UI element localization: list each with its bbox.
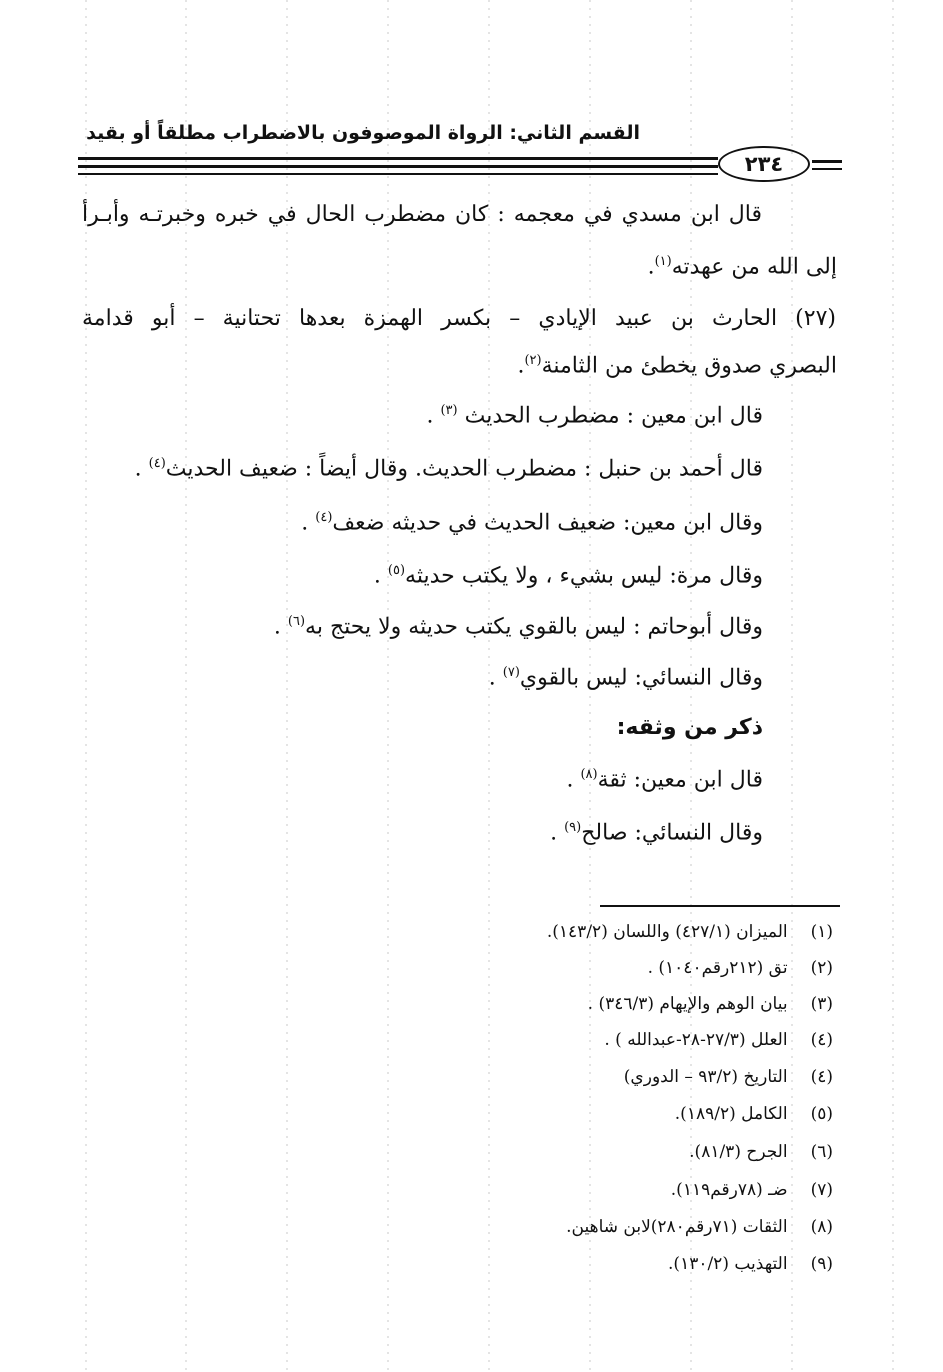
body-line: وقال النسائي: صالح$^{(٩)}$ . [550, 820, 763, 846]
footnote-item: (٥) الكامل (١٨٩/٢). [674, 1104, 833, 1124]
footnote-item: (٦) الجرح (٨١/٣). [689, 1142, 833, 1162]
header-rule [78, 173, 718, 175]
footnote-item: (١) الميزان (٤٢٧/١) واللسان (١٤٣/٢). [546, 922, 833, 942]
footnote-item: (٣) بيان الوهم والإيهام (٣٤٦/٣) . [587, 994, 833, 1014]
footnote-ref: (٦) [287, 614, 306, 629]
footnote-ref: (١) [654, 254, 672, 269]
header-rule [78, 165, 718, 168]
footnote-item: (٤) العلل (٢٧/٣-٢٨-عبدالله ) . [604, 1030, 833, 1050]
body-line: وقال النسائي: ليس بالقوي$^{(٧)}$ . [488, 665, 763, 691]
footnote-ref: (٥) [387, 563, 406, 578]
footnote-item: (٧) ضـ (٧٨رقم١١٩). [670, 1180, 833, 1200]
footnote-item: (٤) التاريخ (٩٣/٢ – الدوري) [623, 1067, 833, 1087]
body-line: وقال ابن معين: ضعيف الحديث في حديثه ضعف$^{(٤)}$ . [301, 510, 763, 536]
header-rule [812, 160, 842, 163]
body-line: وقال أبوحاتم : ليس بالقوي يكتب حديثه ولا يحتج به$^{(٦)}$ . [273, 614, 763, 640]
footnote-ref: (٨) [580, 767, 598, 782]
footnote-separator [600, 905, 840, 907]
running-header-title: القسم الثاني: الرواة الموصوفون بالاضطراب مطلقاً أو بقيد [86, 122, 640, 144]
header-rule [78, 157, 718, 160]
footnote-ref: (٤) [148, 456, 166, 471]
footnote-item: (٩) التهذيب (١٣٠/٢). [668, 1254, 833, 1274]
footnote-ref: (٩) [564, 820, 582, 835]
footnote-ref: (٣) [440, 403, 458, 418]
section-subheading: ذكر من وثقه: [616, 715, 763, 740]
body-line: قال ابن معين : مضطرب الحديث $^{(٣)}$ . [426, 403, 763, 429]
body-line: البصري صدوق يخطئ من الثامنة$^{(٢)}$. [517, 353, 837, 379]
header-rule [812, 168, 842, 170]
footnote-ref: (٧) [502, 665, 520, 680]
body-line: إلى الله من عهدته$^{(١)}$. [647, 254, 837, 280]
entry-heading-line: (٢٧) الحارث بن عبيد الإيادي – بكسر الهمزة بعدها تحتانية – أبو قدامة [82, 306, 836, 331]
body-line: وقال مرة: ليس بشيء ، ولا يكتب حديثه$^{(٥)}$ . [373, 563, 763, 589]
body-line: قال أحمد بن حنبل : مضطرب الحديث. وقال أيضاً : ضعيف الحديث$^{(٤)}$ . [134, 456, 763, 482]
body-line: قال ابن معين: ثقة$^{(٨)}$ . [566, 767, 763, 793]
footnote-item: (٢) تق (٢١٢رقم١٠٤٠) . [647, 958, 833, 978]
footnote-ref: (٤) [315, 510, 333, 525]
footnote-item: (٨) الثقات (٧١رقم٢٨٠)لابن شاهين. [566, 1217, 833, 1237]
footnote-ref: (٢) [524, 353, 542, 368]
body-line: قال ابن مسدي في معجمه : كان مضطرب الحال في خبره وخبرتـه وأبـرأ [82, 202, 762, 227]
page-number-badge: ٢٣٤ [718, 146, 810, 182]
